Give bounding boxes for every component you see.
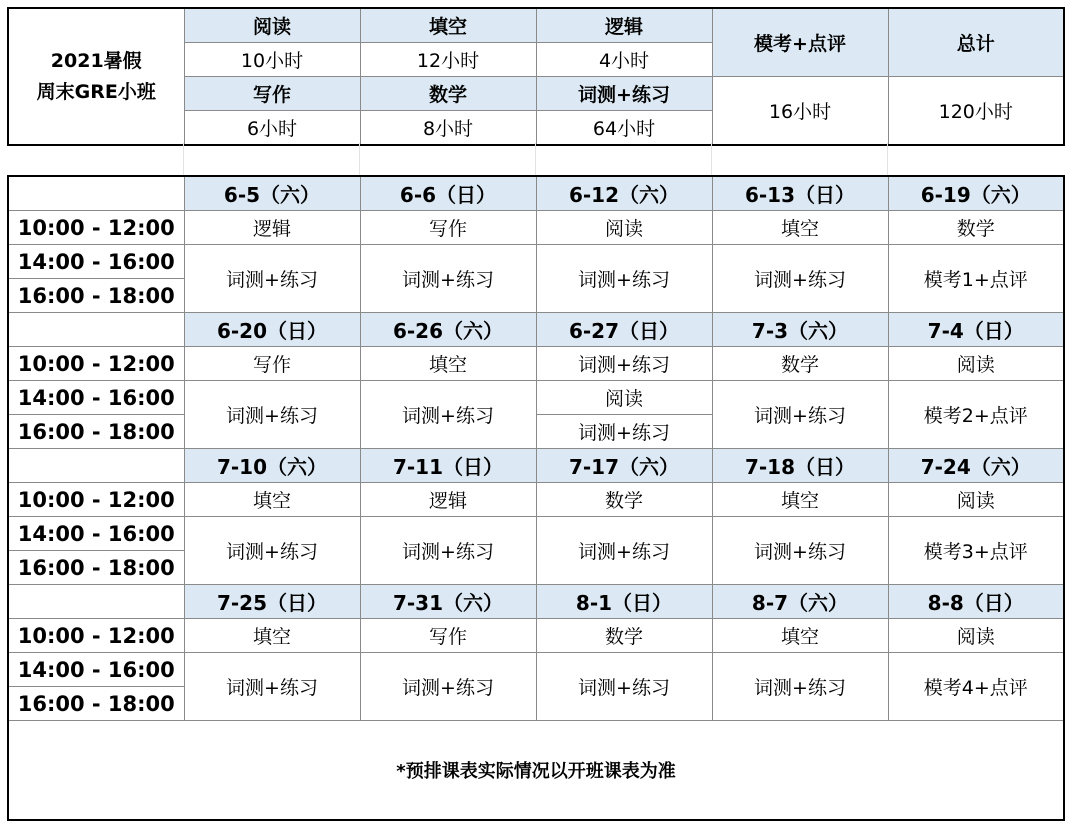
time-slot-afternoon-1: 14:00 - 16:00 — [8, 381, 184, 415]
date-header: 8-1（日） — [536, 585, 712, 619]
class-cell: 填空 — [712, 619, 888, 653]
class-cell: 阅读 — [536, 211, 712, 245]
class-cell: 数学 — [712, 347, 888, 381]
hours-vocab: 64小时 — [536, 111, 712, 146]
afternoon-row — [8, 517, 1064, 551]
date-header: 7-18（日） — [712, 449, 888, 483]
class-cell: 词测+练习 — [536, 347, 712, 381]
class-cell: 填空 — [360, 347, 536, 381]
gap-gridline — [359, 143, 360, 175]
date-header: 6-13（日） — [712, 176, 888, 211]
time-slot-morning: 10:00 - 12:00 — [8, 619, 184, 653]
time-slot-afternoon-1: 14:00 - 16:00 — [8, 245, 184, 279]
class-cell: 词测+练习 — [536, 517, 712, 585]
class-cell: 词测+练习 — [184, 245, 360, 313]
schedule-body — [8, 176, 1064, 820]
class-cell: 阅读 — [888, 483, 1064, 517]
time-slot-afternoon-2: 16:00 - 18:00 — [8, 551, 184, 585]
class-cell: 阅读 — [888, 619, 1064, 653]
class-cell: 词测+练习 — [360, 381, 536, 449]
subject-reading: 阅读 — [184, 8, 360, 43]
subject-fill-blank: 填空 — [360, 8, 536, 43]
class-cell: 模考2+点评 — [888, 381, 1064, 449]
class-cell: 阅读 — [536, 381, 712, 415]
afternoon-row — [8, 245, 1064, 279]
course-title — [8, 8, 184, 145]
footnote: *预排课表实际情况以开班课表为准 — [8, 721, 1064, 821]
date-row-corner — [8, 449, 184, 483]
date-header: 8-8（日） — [888, 585, 1064, 619]
class-cell: 词测+练习 — [360, 245, 536, 313]
date-header: 7-17（六） — [536, 449, 712, 483]
class-cell: 填空 — [712, 483, 888, 517]
class-cell: 阅读 — [888, 347, 1064, 381]
afternoon-row — [8, 653, 1064, 687]
date-header: 6-12（六） — [536, 176, 712, 211]
time-slot-afternoon-1: 14:00 - 16:00 — [8, 517, 184, 551]
date-header: 7-31（六） — [360, 585, 536, 619]
date-row — [8, 313, 1064, 347]
time-slot-morning: 10:00 - 12:00 — [8, 483, 184, 517]
subject-mock: 模考+点评 — [712, 8, 888, 77]
time-slot-afternoon-2: 16:00 - 18:00 — [8, 279, 184, 313]
hours-fill-blank: 12小时 — [360, 43, 536, 77]
class-cell: 数学 — [536, 619, 712, 653]
class-cell: 词测+练习 — [360, 653, 536, 721]
class-cell: 词测+练习 — [712, 245, 888, 313]
subject-math: 数学 — [360, 77, 536, 111]
hours-logic: 4小时 — [536, 43, 712, 77]
gap-gridline — [711, 143, 712, 175]
subject-vocab: 词测+练习 — [536, 77, 712, 111]
hours-reading: 10小时 — [184, 43, 360, 77]
time-slot-morning: 10:00 - 12:00 — [8, 211, 184, 245]
class-cell: 词测+练习 — [184, 653, 360, 721]
class-cell: 词测+练习 — [712, 653, 888, 721]
morning-row — [8, 619, 1064, 653]
footnote-row — [8, 721, 1064, 821]
date-header: 6-5（六） — [184, 176, 360, 211]
date-header: 6-26（六） — [360, 313, 536, 347]
class-cell: 数学 — [536, 483, 712, 517]
date-row — [8, 449, 1064, 483]
time-slot-afternoon-1: 14:00 - 16:00 — [8, 653, 184, 687]
class-cell: 填空 — [712, 211, 888, 245]
morning-row — [8, 347, 1064, 381]
date-header: 6-27（日） — [536, 313, 712, 347]
subject-writing: 写作 — [184, 77, 360, 111]
morning-row — [8, 211, 1064, 245]
class-cell: 词测+练习 — [712, 517, 888, 585]
gap-gridline — [183, 143, 184, 175]
date-row-corner — [8, 313, 184, 347]
class-cell: 写作 — [184, 347, 360, 381]
class-cell: 词测+练习 — [536, 245, 712, 313]
hours-mock: 16小时 — [712, 77, 888, 146]
gap-gridline — [887, 143, 888, 175]
time-slot-afternoon-2: 16:00 - 18:00 — [8, 687, 184, 721]
date-row — [8, 176, 1064, 211]
date-header: 6-19（六） — [888, 176, 1064, 211]
class-cell: 词测+练习 — [536, 653, 712, 721]
gap-gridline — [535, 143, 536, 175]
class-cell: 填空 — [184, 619, 360, 653]
course-title-line2: 周末GRE小班 — [36, 80, 156, 103]
subject-logic: 逻辑 — [536, 8, 712, 43]
date-row-corner — [8, 176, 184, 211]
class-cell: 逻辑 — [360, 483, 536, 517]
date-header: 7-10（六） — [184, 449, 360, 483]
date-header: 7-3（六） — [712, 313, 888, 347]
date-header: 7-24（六） — [888, 449, 1064, 483]
summary-table — [7, 7, 1065, 146]
class-cell: 模考1+点评 — [888, 245, 1064, 313]
class-cell: 词测+练习 — [536, 415, 712, 449]
date-header: 6-6（日） — [360, 176, 536, 211]
class-cell: 词测+练习 — [184, 517, 360, 585]
class-cell: 词测+练习 — [360, 517, 536, 585]
class-cell: 填空 — [184, 483, 360, 517]
afternoon-row — [8, 381, 1064, 415]
class-cell: 写作 — [360, 211, 536, 245]
time-slot-afternoon-2: 16:00 - 18:00 — [8, 415, 184, 449]
date-header: 7-4（日） — [888, 313, 1064, 347]
class-cell: 词测+练习 — [184, 381, 360, 449]
class-cell: 数学 — [888, 211, 1064, 245]
date-row-corner — [8, 585, 184, 619]
class-cell: 写作 — [360, 619, 536, 653]
date-header: 7-11（日） — [360, 449, 536, 483]
course-title-line1: 2021暑假 — [50, 49, 142, 72]
class-cell: 逻辑 — [184, 211, 360, 245]
morning-row — [8, 483, 1064, 517]
date-header: 8-7（六） — [712, 585, 888, 619]
class-cell: 词测+练习 — [712, 381, 888, 449]
date-header: 6-20（日） — [184, 313, 360, 347]
hours-total: 120小时 — [888, 77, 1064, 146]
hours-writing: 6小时 — [184, 111, 360, 146]
date-header: 7-25（日） — [184, 585, 360, 619]
date-row — [8, 585, 1064, 619]
schedule-table — [7, 175, 1065, 821]
time-slot-morning: 10:00 - 12:00 — [8, 347, 184, 381]
hours-math: 8小时 — [360, 111, 536, 146]
subject-total: 总计 — [888, 8, 1064, 77]
class-cell: 模考4+点评 — [888, 653, 1064, 721]
class-cell: 模考3+点评 — [888, 517, 1064, 585]
